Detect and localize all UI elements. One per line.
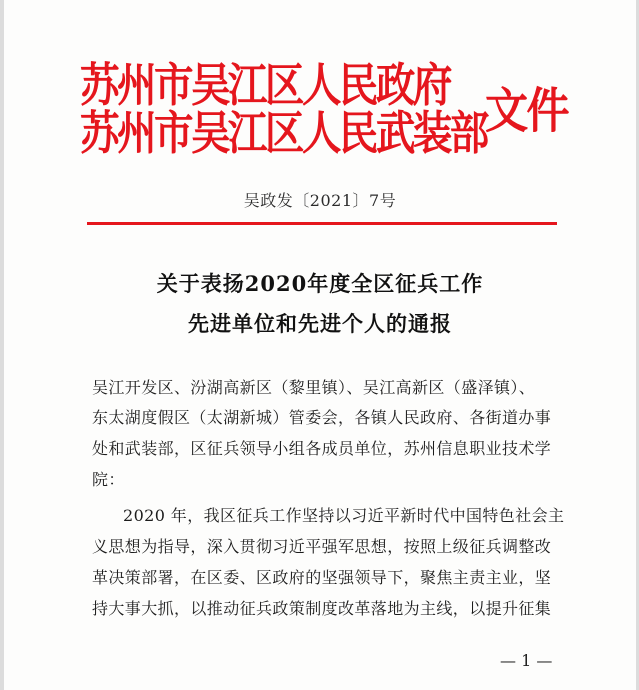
addressee-line-4: 院：	[92, 470, 125, 489]
red-divider-line	[87, 222, 557, 225]
letterhead-line-1: 苏州市吴江区人民政府	[80, 58, 450, 112]
paragraph-line-2: 义思想为指导，深入贯彻习近平强军思想，按照上级征兵调整改	[92, 537, 552, 556]
addressee-line-3: 处和武装部，区征兵领导小组各成员单位，苏州信息职业技术学	[92, 439, 552, 458]
document-number: 吴政发〔2021〕7号	[243, 191, 397, 210]
paragraph-line-3: 革决策部署，在区委、区政府的坚强领导下，聚焦主责主业，坚	[92, 568, 552, 587]
addressee-line-2: 东太湖度假区（太湖新城）管委会，各镇人民政府、各街道办事	[92, 408, 552, 427]
addressee-line-1: 吴江开发区、汾湖高新区（黎里镇）、吴江高新区（盛泽镇）、	[92, 378, 536, 397]
page-number: — 1 —	[500, 651, 553, 670]
letterhead-line-2: 苏州市吴江区人民武装部	[80, 106, 487, 160]
red-letterhead	[80, 58, 580, 158]
letterhead-suffix: 文件	[485, 83, 568, 139]
document-page	[4, 0, 636, 690]
document-title-line-1: 关于表扬2020年度全区征兵工作	[156, 271, 484, 296]
paragraph-line-4: 持大事大抓，以推动征兵政策制度改革落地为主线，以提升征集	[92, 599, 552, 618]
paragraph-line-1: 2020 年，我区征兵工作坚持以习近平新时代中国特色社会主	[123, 506, 565, 525]
document-title-line-2: 先进单位和先进个人的通报	[188, 311, 452, 336]
